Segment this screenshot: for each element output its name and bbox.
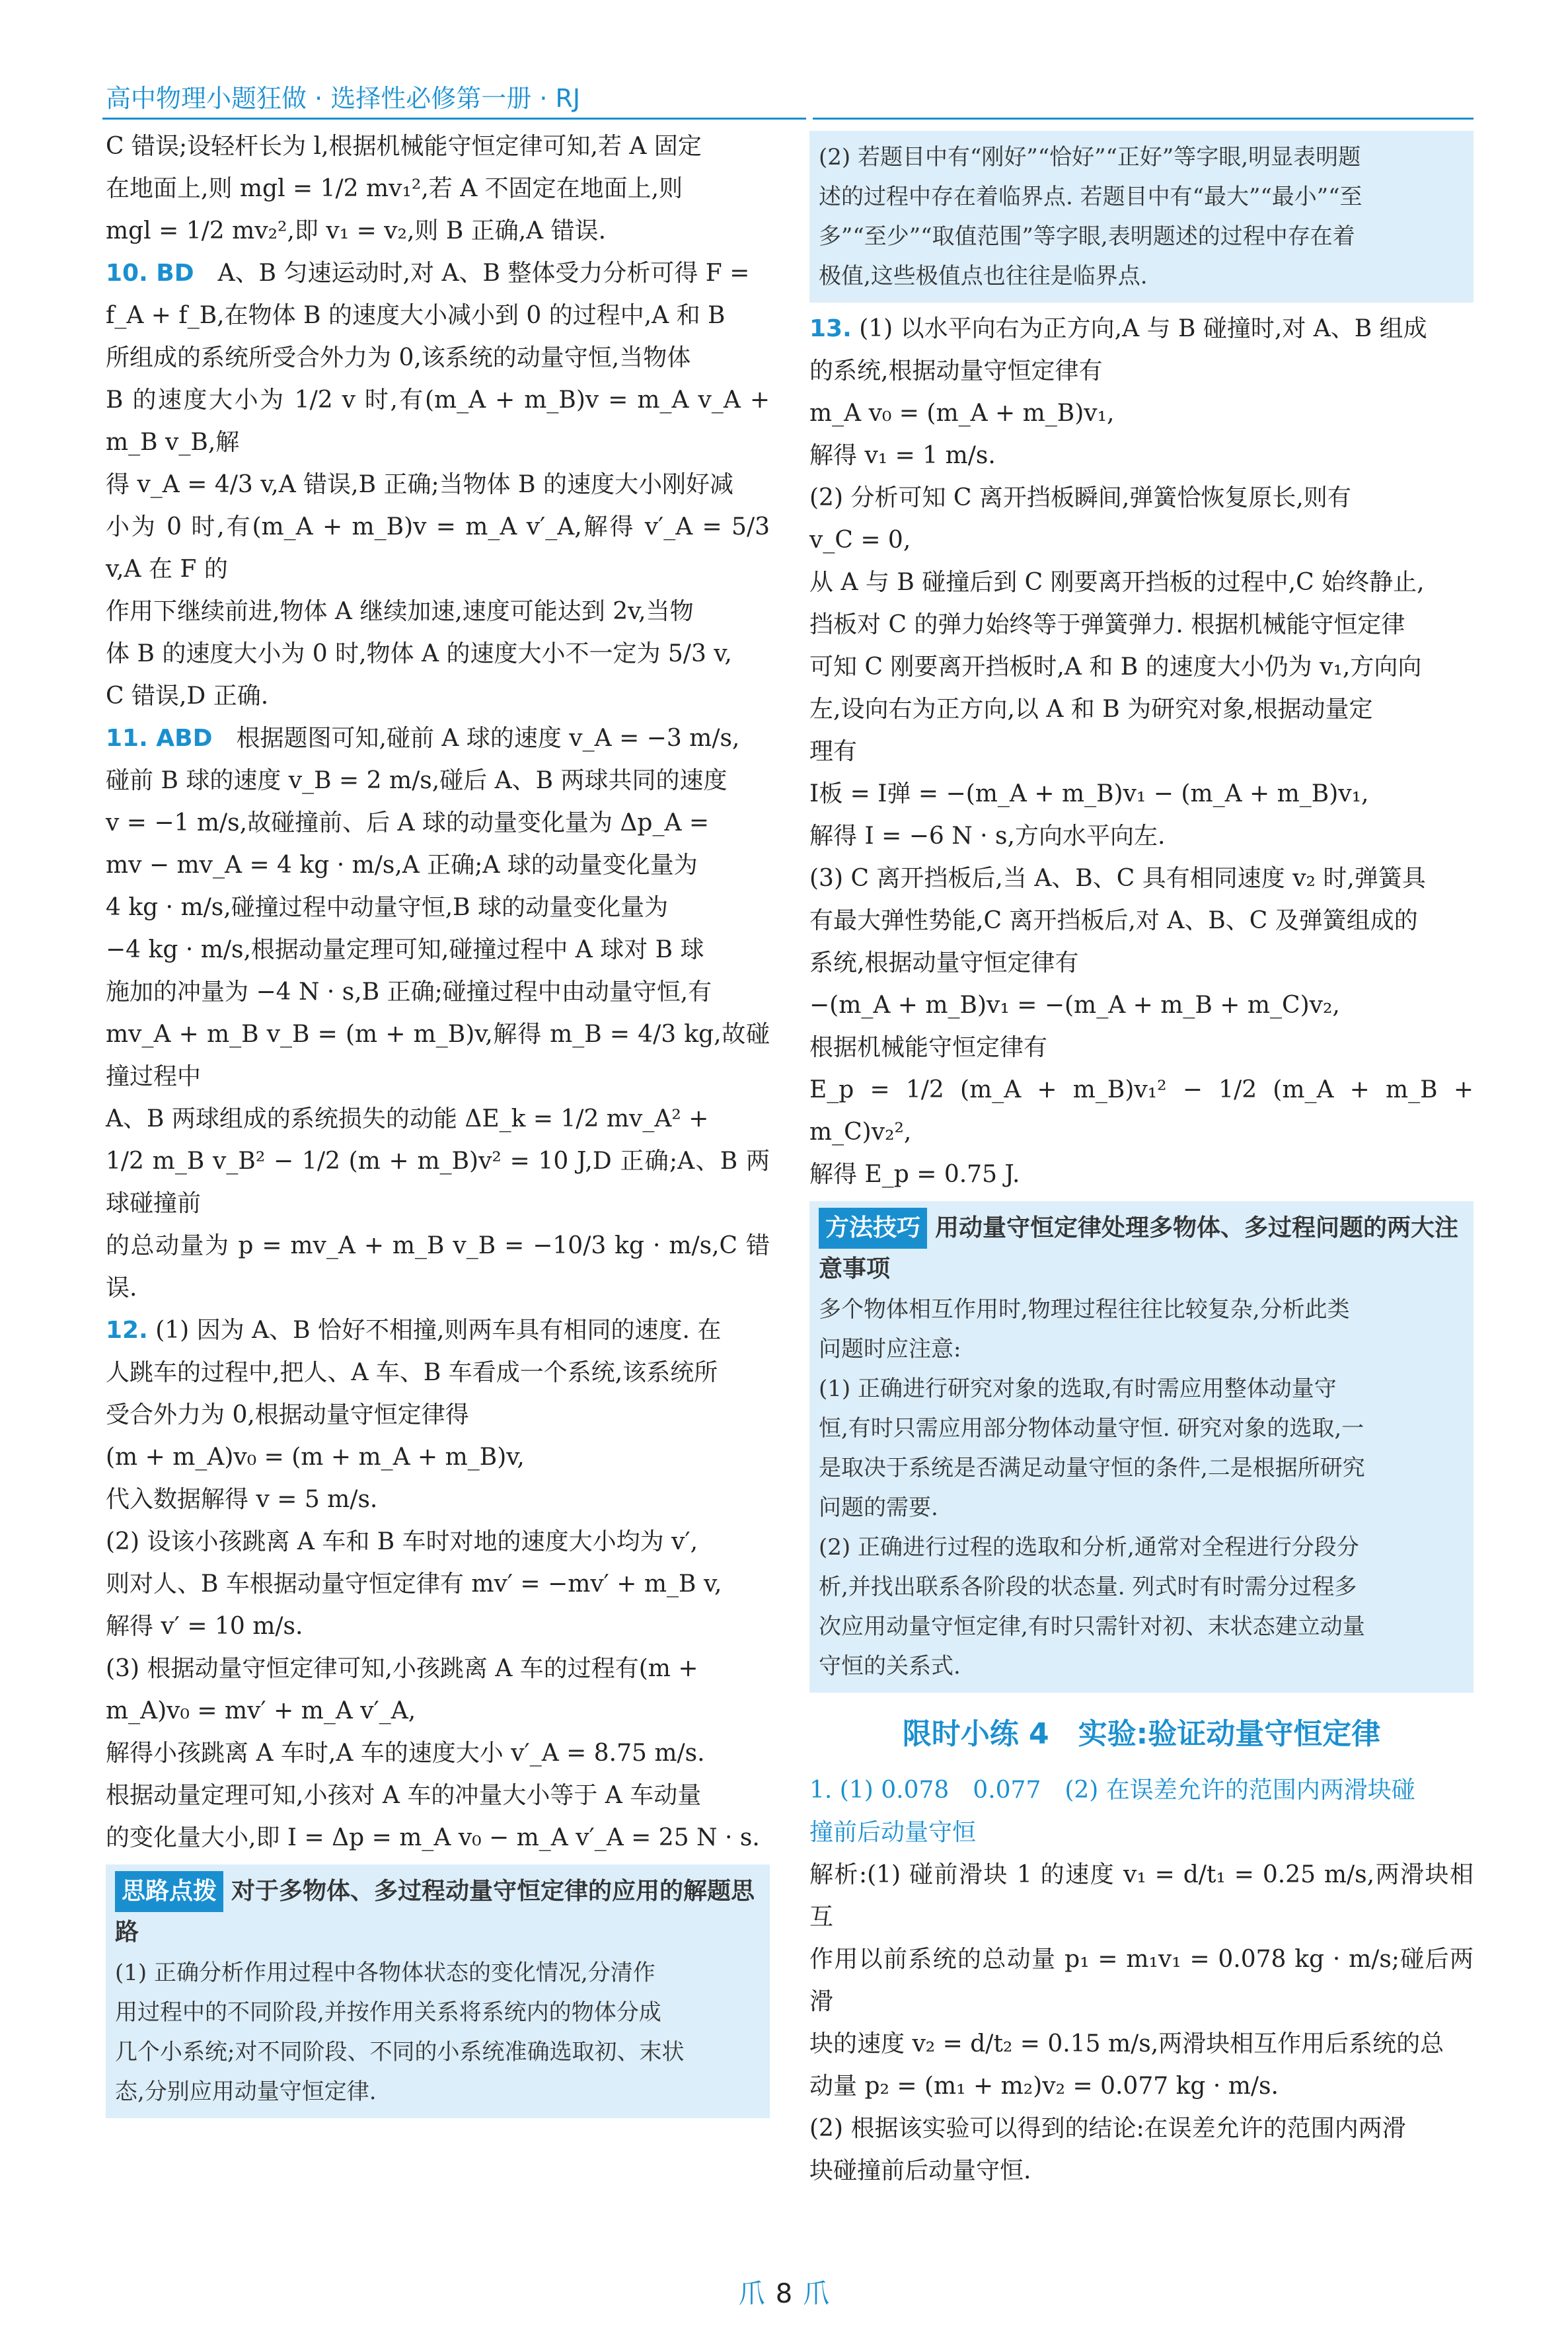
footer-ornament-left: 爪 (738, 2279, 765, 2309)
tip-title: 对于多物体、多过程动量守恒定律的应用的解题思路 (115, 1878, 755, 1946)
method-line-8: 次应用动量守恒定律,有时只需针对初、末状态建立动量 (819, 1613, 1365, 1640)
q1-analysis-line-2: 块的速度 v₂ = d/t₂ = 0.15 m/s,两滑块相互作用后系统的总 (809, 2030, 1444, 2057)
q1-answer-line-1: 撞前后动量守恒 (809, 1819, 977, 1846)
q13-line-15: 系统,根据动量守恒定律有 (809, 949, 1079, 977)
q10-line-6: 作用下继续前进,物体 A 继续加速,速度可能达到 2v,当物 (106, 598, 694, 625)
q12-line-5: (2) 设该小孩跳离 A 车和 B 车时对地的速度大小均为 v′, (106, 1528, 698, 1555)
tip-box-thinking (106, 1864, 770, 2118)
tip-tag: 思路点拨 (115, 1871, 223, 1912)
q13-line-18: E_p = 1/2 (m_A + m_B)v₁² − 1/2 (m_A + m_B + m_C)v₂², (809, 1076, 1474, 1146)
method-line-6: (2) 正确进行过程的选取和分析,通常对全程进行分段分 (819, 1534, 1359, 1561)
q10-line-4: 得 v_A = 4/3 v,A 错误,B 正确;当物体 B 的速度大小刚好减 (106, 471, 733, 498)
q13-line-2: m_A v₀ = (m_A + m_B)v₁, (809, 400, 1115, 427)
q11-line-5: −4 kg · m/s,根据动量定理可知,碰撞过程中 A 球对 B 球 (106, 936, 704, 963)
q13-line-8: 可知 C 刚要离开挡板时,A 和 B 的速度大小仍为 v₁,方向向 (809, 653, 1422, 681)
method-title: 用动量守恒定律处理多物体、多过程问题的两大注意事项 (819, 1214, 1459, 1282)
q10-line-1: f_A + f_B,在物体 B 的速度大小减小到 0 的过程中,A 和 B (106, 302, 726, 329)
q10-line-8: C 错误,D 正确. (106, 683, 269, 710)
q13-number: 13. (809, 315, 852, 342)
method-line-0: 多个物体相互作用时,物理过程往往比较复杂,分析此类 (819, 1296, 1350, 1323)
q11-line-8: A、B 两球组成的系统损失的动能 ΔE_k = 1/2 mv_A² + (106, 1105, 709, 1132)
q10-line-7: 体 B 的速度大小为 0 时,物体 A 的速度大小不一定为 5/3 v, (106, 640, 732, 667)
q13-line-6: 从 A 与 B 碰撞后到 C 刚要离开挡板的过程中,C 始终静止, (809, 569, 1425, 596)
method-line-3: 恒,有时只需应用部分物体动量守恒. 研究对象的选取,一 (819, 1415, 1364, 1442)
q13-line-14: 有最大弹性势能,C 离开挡板后,对 A、B、C 及弹簧组成的 (809, 907, 1418, 934)
q1-analysis-line-1: 作用以前系统的总动量 p₁ = m₁v₁ = 0.078 kg · m/s;碰后两滑 (809, 1946, 1474, 2015)
header-rule-right (813, 118, 1474, 120)
q11-text-0: 根据题图可知,碰前 A 球的速度 v_A = −3 m/s, (236, 725, 740, 752)
q12-line-7: 解得 v′ = 10 m/s. (106, 1613, 303, 1640)
method-line-4: 是取决于系统是否满足动量守恒的条件,二是根据所研究 (819, 1455, 1365, 1481)
q11-line-7: mv_A + m_B v_B = (m + m_B)v,解得 m_B = 4/3 kg,故碰撞过程中 (106, 1021, 770, 1090)
c-wrong-line-0: C 错误;设轻杆长为 l,根据机械能守恒定律可知,若 A 固定 (106, 133, 702, 160)
q13-line-12: 解得 I = −6 N · s,方向水平向左. (809, 823, 1166, 850)
q13-line-3: 解得 v₁ = 1 m/s. (809, 442, 996, 469)
header-rule-left (102, 118, 806, 120)
note-line-2: 多”“至少”“取值范围”等字眼,表明题述的过程中存在着 (819, 223, 1355, 250)
q12-line-8: (3) 根据动量守恒定律可知,小孩跳离 A 车的过程有(m + (106, 1655, 698, 1682)
q10-line-3: B 的速度大小为 1/2 v 时,有(m_A + m_B)v = m_A v_A + m_B v_B,解 (106, 387, 770, 456)
note-line-1: 述的过程中存在着临界点. 若题目中有“最大”“最小”“至 (819, 184, 1363, 210)
tip-heading (115, 1871, 761, 1953)
method-line-5: 问题的需要. (819, 1495, 938, 1521)
q11-line-4: 4 kg · m/s,碰撞过程中动量守恒,B 球的动量变化量为 (106, 894, 669, 921)
q13-line-10: 理有 (809, 738, 858, 765)
tip-line-3: 态,分别应用动量守恒定律. (115, 2079, 377, 2105)
q10-number: 10. BD (106, 260, 194, 287)
q12-line-11: 根据动量定理可知,小孩对 A 车的冲量大小等于 A 车动量 (106, 1782, 702, 1809)
q13-line-17: 根据机械能守恒定律有 (809, 1034, 1048, 1061)
q12-line-3: (m + m_A)v₀ = (m + m_A + m_B)v, (106, 1444, 525, 1471)
q1-analysis-line-4: (2) 根据该实验可以得到的结论:在误差允许的范围内两滑 (809, 2115, 1406, 2142)
q12-line-1: 人跳车的过程中,把人、A 车、B 车看成一个系统,该系统所 (106, 1359, 718, 1386)
q13-line-9: 左,设向右为正方向,以 A 和 B 为研究对象,根据动量定 (809, 696, 1373, 723)
q11-line-2: v = −1 m/s,故碰撞前、后 A 球的动量变化量为 Δp_A = (106, 809, 710, 836)
footer-ornament-right: 爪 (803, 2279, 830, 2309)
c-wrong-line-1: 在地面上,则 mgl = 1/2 mv₁²,若 A 不固定在地面上,则 (106, 175, 683, 202)
method-heading (819, 1208, 1464, 1290)
q13-line-7: 挡板对 C 的弹力始终等于弹簧弹力. 根据机械能守恒定律 (809, 611, 1405, 638)
method-line-1: 问题时应注意: (819, 1336, 961, 1362)
q11-line-6: 施加的冲量为 −4 N · s,B 正确;碰撞过程中由动量守恒,有 (106, 978, 712, 1006)
q12-line-12: 的变化量大小,即 I = Δp = m_A v₀ − m_A v′_A = 25 N · s. (106, 1824, 760, 1851)
q13-line-13: (3) C 离开挡板后,当 A、B、C 具有相同速度 v₂ 时,弹簧具 (809, 865, 1426, 892)
section-title: 限时小练 4 实验:验证动量守恒定律 (902, 1717, 1381, 1751)
tip-line-0: (1) 正确分析作用过程中各物体状态的变化情况,分清作 (115, 1960, 655, 1986)
c-wrong-line-2: mgl = 1/2 mv₂²,即 v₁ = v₂,则 B 正确,A 错误. (106, 217, 607, 244)
q13-line-11: I板 = I弹 = −(m_A + m_B)v₁ − (m_A + m_B)v₁, (809, 780, 1369, 807)
q12-number: 12. (106, 1317, 148, 1344)
page-number: 8 (775, 2279, 793, 2309)
q12-line-9: m_A)v₀ = mv′ + m_A v′_A, (106, 1697, 416, 1724)
q12-line-0 (106, 1310, 770, 1352)
note-line-0: (2) 若题目中有“刚好”“恰好”“正好”等字眼,明显表明题 (819, 144, 1361, 170)
tip-line-2: 几个小系统;对不同阶段、不同的小系统准确选取初、末状 (115, 2039, 685, 2065)
q12-text-0: (1) 因为 A、B 恰好不相撞,则两车具有相同的速度. 在 (155, 1317, 722, 1344)
q12-line-4: 代入数据解得 v = 5 m/s. (106, 1486, 378, 1513)
q11-number: 11. ABD (106, 725, 213, 752)
q13-line-19: 解得 E_p = 0.75 J. (809, 1161, 1020, 1188)
q11-line-3: mv − mv_A = 4 kg · m/s,A 正确;A 球的动量变化量为 (106, 852, 698, 879)
q10-text-0: A、B 匀速运动时,对 A、B 整体受力分析可得 F = (217, 260, 750, 287)
q10-line-5: 小为 0 时,有(m_A + m_B)v = m_A v′_A,解得 v′_A = 5/3 v,A 在 F 的 (106, 513, 770, 583)
q13-line-0 (809, 308, 1474, 350)
q1-answer-line-0: 1. (1) 0.078 0.077 (2) 在误差允许的范围内两滑块碰 (809, 1777, 1415, 1804)
method-line-2: (1) 正确进行研究对象的选取,有时需应用整体动量守 (819, 1376, 1337, 1402)
q10-line-0 (106, 252, 770, 295)
q13-text-0: (1) 以水平向右为正方向,A 与 B 碰撞时,对 A、B 组成 (859, 315, 1427, 342)
q11-line-10: 的总动量为 p = mv_A + m_B v_B = −10/3 kg · m/s,C 错误. (106, 1232, 770, 1302)
q12-line-6: 则对人、B 车根据动量守恒定律有 mv′ = −mv′ + m_B v, (106, 1570, 722, 1598)
q1-analysis-line-3: 动量 p₂ = (m₁ + m₂)v₂ = 0.077 kg · m/s. (809, 2073, 1279, 2100)
right-column (809, 126, 1474, 2192)
q12-line-2: 受合外力为 0,根据动量守恒定律得 (106, 1401, 469, 1428)
q13-line-5: v_C = 0, (809, 527, 911, 554)
tip-line-1: 用过程中的不同阶段,并按作用关系将系统内的物体分成 (115, 1999, 661, 2026)
q1-analysis-line-0: 解析:(1) 碰前滑块 1 的速度 v₁ = d/t₁ = 0.25 m/s,两滑块相互 (809, 1861, 1474, 1931)
q13-line-4: (2) 分析可知 C 离开挡板瞬间,弹簧恰恢复原长,则有 (809, 484, 1351, 511)
q1-analysis-line-5: 块碰撞前后动量守恒. (809, 2157, 1031, 2184)
q13-line-16: −(m_A + m_B)v₁ = −(m_A + m_B + m_C)v₂, (809, 992, 1340, 1019)
left-column (106, 126, 770, 2123)
q12-line-10: 解得小孩跳离 A 车时,A 车的速度大小 v′_A = 8.75 m/s. (106, 1740, 705, 1767)
method-tag: 方法技巧 (819, 1208, 927, 1249)
note-line-3: 极值,这些极值点也往往是临界点. (819, 263, 1148, 289)
note-box-critical-point (809, 131, 1474, 303)
method-line-9: 守恒的关系式. (819, 1653, 961, 1679)
running-header: 高中物理小题狂做 · 选择性必修第一册 · RJ (106, 84, 581, 113)
q11-line-0 (106, 718, 770, 760)
q11-line-9: 1/2 m_B v_B² − 1/2 (m + m_B)v² = 10 J,D 正确;A、B 两球碰撞前 (106, 1148, 770, 1217)
tip-box-method (809, 1201, 1474, 1693)
method-line-7: 析,并找出联系各阶段的状态量. 列式时有时需分过程多 (819, 1574, 1357, 1600)
q13-line-1: 的系统,根据动量守恒定律有 (809, 357, 1103, 385)
page-footer (0, 2273, 1568, 2310)
q10-line-2: 所组成的系统所受合外力为 0,该系统的动量守恒,当物体 (106, 344, 691, 371)
q11-line-1: 碰前 B 球的速度 v_B = 2 m/s,碰后 A、B 两球共同的速度 (106, 767, 728, 794)
